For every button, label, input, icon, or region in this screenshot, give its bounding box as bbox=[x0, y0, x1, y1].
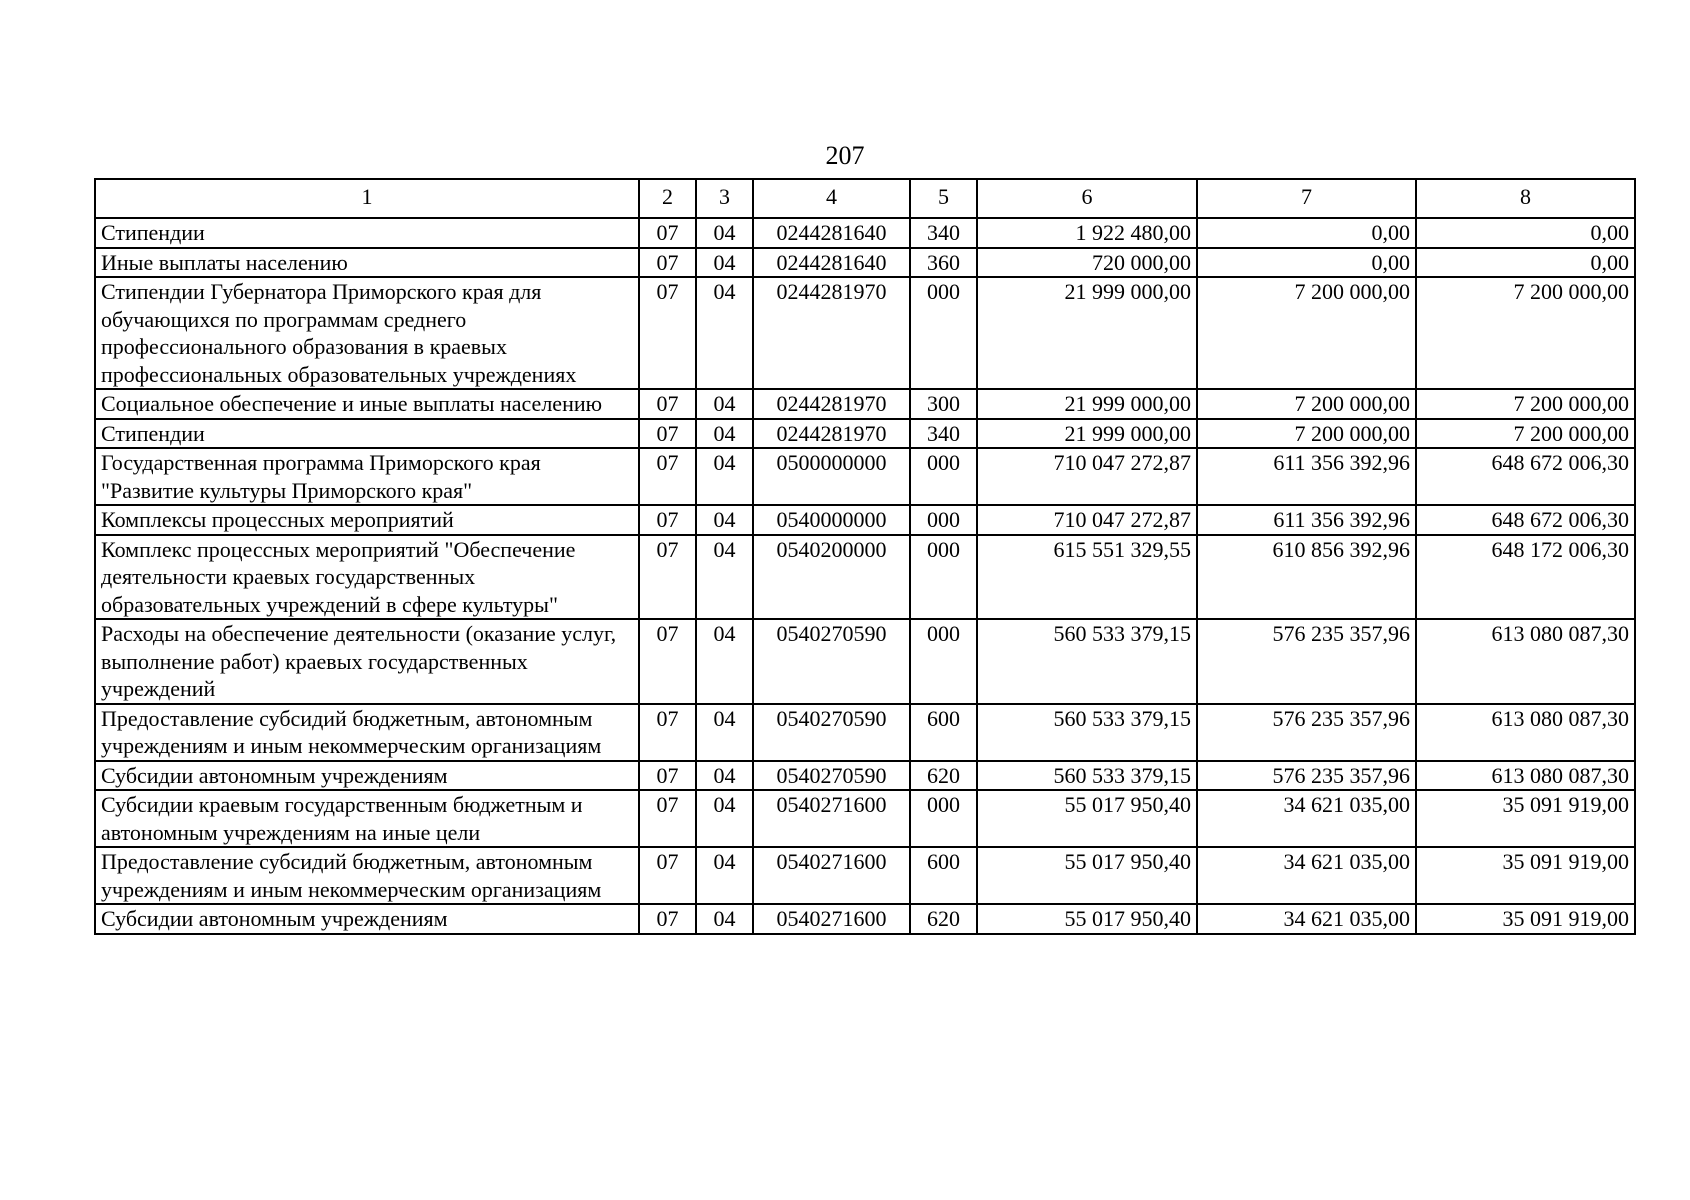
section-code: 07 bbox=[639, 505, 696, 535]
amount-col-7: 611 356 392,96 bbox=[1197, 505, 1416, 535]
table-row bbox=[95, 218, 1635, 248]
amount-col-6: 21 999 000,00 bbox=[977, 389, 1197, 419]
item-name: Субсидии краевым государственным бюджетным и автономным учреждениям на иные цели bbox=[95, 790, 639, 847]
item-name: Стипендии bbox=[95, 419, 639, 449]
target-article-code: 0244281970 bbox=[753, 389, 910, 419]
section-code: 07 bbox=[639, 847, 696, 904]
amount-col-8: 613 080 087,30 bbox=[1416, 619, 1635, 704]
amount-col-8: 35 091 919,00 bbox=[1416, 847, 1635, 904]
amount-col-7: 576 235 357,96 bbox=[1197, 761, 1416, 791]
item-name: Расходы на обеспечение деятельности (оказание услуг, выполнение работ) краевых государственных учреждений bbox=[95, 619, 639, 704]
amount-col-8: 7 200 000,00 bbox=[1416, 389, 1635, 419]
table-body bbox=[95, 218, 1635, 934]
expense-type-code: 360 bbox=[910, 248, 977, 278]
target-article-code: 0244281970 bbox=[753, 277, 910, 389]
column-header: 2 bbox=[639, 179, 696, 218]
amount-col-7: 610 856 392,96 bbox=[1197, 535, 1416, 620]
expense-type-code: 600 bbox=[910, 847, 977, 904]
item-name: Предоставление субсидий бюджетным, автономным учреждениям и иным некоммерческим организациям bbox=[95, 847, 639, 904]
target-article-code: 0540200000 bbox=[753, 535, 910, 620]
amount-col-8: 613 080 087,30 bbox=[1416, 704, 1635, 761]
expense-type-code: 600 bbox=[910, 704, 977, 761]
amount-col-7: 7 200 000,00 bbox=[1197, 419, 1416, 449]
target-article-code: 0244281640 bbox=[753, 248, 910, 278]
amount-col-7: 34 621 035,00 bbox=[1197, 790, 1416, 847]
target-article-code: 0540271600 bbox=[753, 790, 910, 847]
amount-col-6: 560 533 379,15 bbox=[977, 704, 1197, 761]
amount-col-6: 615 551 329,55 bbox=[977, 535, 1197, 620]
subsection-code: 04 bbox=[696, 248, 753, 278]
item-name: Комплексы процессных мероприятий bbox=[95, 505, 639, 535]
table-row bbox=[95, 761, 1635, 791]
expense-type-code: 000 bbox=[910, 619, 977, 704]
table-row bbox=[95, 248, 1635, 278]
column-header: 5 bbox=[910, 179, 977, 218]
table-row bbox=[95, 277, 1635, 389]
item-name: Субсидии автономным учреждениям bbox=[95, 904, 639, 934]
amount-col-8: 0,00 bbox=[1416, 218, 1635, 248]
item-name: Социальное обеспечение и иные выплаты населению bbox=[95, 389, 639, 419]
item-name: Стипендии Губернатора Приморского края для обучающихся по программам среднего профессионального образования в краевых профессиональных образовательных учреждениях bbox=[95, 277, 639, 389]
section-code: 07 bbox=[639, 419, 696, 449]
item-name: Субсидии автономным учреждениям bbox=[95, 761, 639, 791]
expense-type-code: 000 bbox=[910, 790, 977, 847]
section-code: 07 bbox=[639, 389, 696, 419]
amount-col-8: 7 200 000,00 bbox=[1416, 277, 1635, 389]
expense-type-code: 300 bbox=[910, 389, 977, 419]
subsection-code: 04 bbox=[696, 448, 753, 505]
column-header: 3 bbox=[696, 179, 753, 218]
expense-type-code: 340 bbox=[910, 218, 977, 248]
column-header: 6 bbox=[977, 179, 1197, 218]
amount-col-6: 21 999 000,00 bbox=[977, 277, 1197, 389]
section-code: 07 bbox=[639, 248, 696, 278]
amount-col-8: 0,00 bbox=[1416, 248, 1635, 278]
target-article-code: 0540271600 bbox=[753, 904, 910, 934]
subsection-code: 04 bbox=[696, 847, 753, 904]
amount-col-7: 34 621 035,00 bbox=[1197, 904, 1416, 934]
column-header: 1 bbox=[95, 179, 639, 218]
section-code: 07 bbox=[639, 904, 696, 934]
amount-col-6: 710 047 272,87 bbox=[977, 448, 1197, 505]
section-code: 07 bbox=[639, 448, 696, 505]
amount-col-8: 35 091 919,00 bbox=[1416, 904, 1635, 934]
item-name: Иные выплаты населению bbox=[95, 248, 639, 278]
expense-type-code: 000 bbox=[910, 505, 977, 535]
amount-col-7: 576 235 357,96 bbox=[1197, 704, 1416, 761]
amount-col-7: 7 200 000,00 bbox=[1197, 389, 1416, 419]
amount-col-6: 55 017 950,40 bbox=[977, 847, 1197, 904]
amount-col-6: 55 017 950,40 bbox=[977, 790, 1197, 847]
table-row bbox=[95, 619, 1635, 704]
table-row bbox=[95, 847, 1635, 904]
item-name: Предоставление субсидий бюджетным, автономным учреждениям и иным некоммерческим организациям bbox=[95, 704, 639, 761]
section-code: 07 bbox=[639, 790, 696, 847]
target-article-code: 0244281640 bbox=[753, 218, 910, 248]
section-code: 07 bbox=[639, 218, 696, 248]
target-article-code: 0540270590 bbox=[753, 761, 910, 791]
subsection-code: 04 bbox=[696, 619, 753, 704]
subsection-code: 04 bbox=[696, 389, 753, 419]
amount-col-6: 560 533 379,15 bbox=[977, 619, 1197, 704]
column-header: 7 bbox=[1197, 179, 1416, 218]
amount-col-6: 710 047 272,87 bbox=[977, 505, 1197, 535]
subsection-code: 04 bbox=[696, 535, 753, 620]
table-row bbox=[95, 535, 1635, 620]
subsection-code: 04 bbox=[696, 761, 753, 791]
subsection-code: 04 bbox=[696, 790, 753, 847]
table-row bbox=[95, 389, 1635, 419]
target-article-code: 0540000000 bbox=[753, 505, 910, 535]
amount-col-8: 613 080 087,30 bbox=[1416, 761, 1635, 791]
section-code: 07 bbox=[639, 535, 696, 620]
amount-col-7: 0,00 bbox=[1197, 218, 1416, 248]
target-article-code: 0244281970 bbox=[753, 419, 910, 449]
expense-type-code: 340 bbox=[910, 419, 977, 449]
subsection-code: 04 bbox=[696, 419, 753, 449]
item-name: Комплекс процессных мероприятий "Обеспечение деятельности краевых государственных образовательных учреждений в сфере культуры" bbox=[95, 535, 639, 620]
expense-type-code: 620 bbox=[910, 761, 977, 791]
amount-col-6: 1 922 480,00 bbox=[977, 218, 1197, 248]
table-row bbox=[95, 704, 1635, 761]
table-row bbox=[95, 419, 1635, 449]
expense-type-code: 620 bbox=[910, 904, 977, 934]
target-article-code: 0540270590 bbox=[753, 704, 910, 761]
amount-col-7: 34 621 035,00 bbox=[1197, 847, 1416, 904]
amount-col-8: 648 672 006,30 bbox=[1416, 505, 1635, 535]
item-name: Стипендии bbox=[95, 218, 639, 248]
target-article-code: 0500000000 bbox=[753, 448, 910, 505]
section-code: 07 bbox=[639, 619, 696, 704]
amount-col-8: 7 200 000,00 bbox=[1416, 419, 1635, 449]
subsection-code: 04 bbox=[696, 277, 753, 389]
amount-col-6: 560 533 379,15 bbox=[977, 761, 1197, 791]
expense-type-code: 000 bbox=[910, 277, 977, 389]
amount-col-6: 55 017 950,40 bbox=[977, 904, 1197, 934]
amount-col-7: 7 200 000,00 bbox=[1197, 277, 1416, 389]
subsection-code: 04 bbox=[696, 904, 753, 934]
amount-col-8: 35 091 919,00 bbox=[1416, 790, 1635, 847]
column-header: 8 bbox=[1416, 179, 1635, 218]
budget-table bbox=[94, 178, 1636, 935]
section-code: 07 bbox=[639, 277, 696, 389]
expense-type-code: 000 bbox=[910, 535, 977, 620]
amount-col-6: 720 000,00 bbox=[977, 248, 1197, 278]
table-row bbox=[95, 790, 1635, 847]
section-code: 07 bbox=[639, 704, 696, 761]
table-row bbox=[95, 505, 1635, 535]
table-row bbox=[95, 448, 1635, 505]
header-row bbox=[95, 179, 1635, 218]
amount-col-7: 0,00 bbox=[1197, 248, 1416, 278]
amount-col-6: 21 999 000,00 bbox=[977, 419, 1197, 449]
column-header: 4 bbox=[753, 179, 910, 218]
amount-col-8: 648 672 006,30 bbox=[1416, 448, 1635, 505]
amount-col-7: 611 356 392,96 bbox=[1197, 448, 1416, 505]
expense-type-code: 000 bbox=[910, 448, 977, 505]
subsection-code: 04 bbox=[696, 704, 753, 761]
table-row bbox=[95, 904, 1635, 934]
section-code: 07 bbox=[639, 761, 696, 791]
subsection-code: 04 bbox=[696, 505, 753, 535]
amount-col-7: 576 235 357,96 bbox=[1197, 619, 1416, 704]
amount-col-8: 648 172 006,30 bbox=[1416, 535, 1635, 620]
subsection-code: 04 bbox=[696, 218, 753, 248]
target-article-code: 0540270590 bbox=[753, 619, 910, 704]
target-article-code: 0540271600 bbox=[753, 847, 910, 904]
item-name: Государственная программа Приморского края "Развитие культуры Приморского края" bbox=[95, 448, 639, 505]
page-number: 207 bbox=[825, 141, 865, 170]
